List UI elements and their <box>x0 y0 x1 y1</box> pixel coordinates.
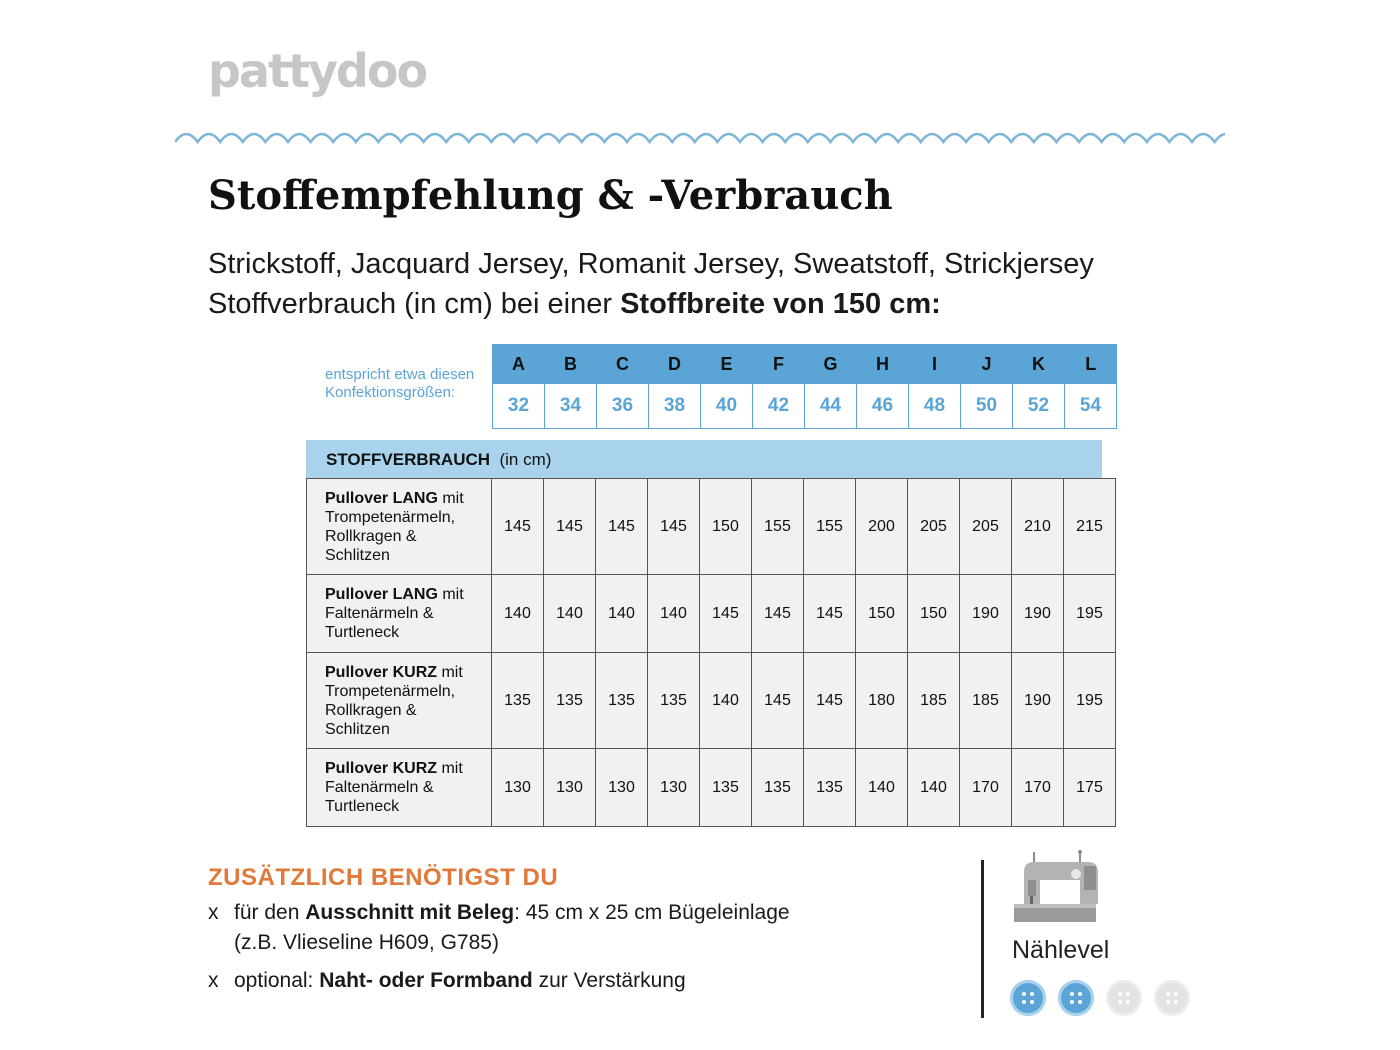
consumption-value: 145 <box>804 575 856 653</box>
garment-label <box>307 749 492 827</box>
extra-list <box>208 898 790 1004</box>
consumption-value: 210 <box>1012 479 1064 575</box>
consumption-value: 190 <box>1012 575 1064 653</box>
consumption-value: 130 <box>492 749 544 827</box>
garment-label-bold: Pullover LANG <box>325 586 438 603</box>
button-icon <box>1154 980 1190 1016</box>
extra-item-suffix: : 45 cm x 25 cm Bügeleinlage <box>514 901 790 924</box>
size-number: 54 <box>1065 384 1117 429</box>
consumption-header-unit: (in cm) <box>499 450 552 469</box>
sewing-machine-icon <box>1010 848 1102 926</box>
size-number: 38 <box>649 384 701 429</box>
consumption-value: 140 <box>596 575 648 653</box>
consumption-value: 140 <box>648 575 700 653</box>
extra-item-prefix: optional: <box>234 969 320 992</box>
consumption-value: 135 <box>700 749 752 827</box>
size-number: 52 <box>1013 384 1065 429</box>
consumption-value: 145 <box>492 479 544 575</box>
sewing-level-rating <box>1010 980 1190 1016</box>
consumption-value: 130 <box>648 749 700 827</box>
consumption-value: 140 <box>700 653 752 749</box>
consumption-value: 205 <box>908 479 960 575</box>
size-letter: I <box>909 344 961 384</box>
extra-item-bold: Ausschnitt mit Beleg <box>305 901 515 924</box>
consumption-value: 145 <box>596 479 648 575</box>
consumption-value: 205 <box>960 479 1012 575</box>
consumption-intro-prefix: Stoffverbrauch (in cm) bei einer <box>208 288 621 320</box>
size-letter: J <box>961 344 1013 384</box>
consumption-value: 155 <box>752 479 804 575</box>
consumption-value: 140 <box>492 575 544 653</box>
consumption-value: 150 <box>856 575 908 653</box>
size-number: 48 <box>909 384 961 429</box>
consumption-value: 175 <box>1064 749 1116 827</box>
table-row <box>307 749 1116 827</box>
size-note: entspricht etwa diesen Konfektionsgrößen: <box>325 366 475 401</box>
button-icon <box>1010 980 1046 1016</box>
consumption-header-title: STOFFVERBRAUCH <box>326 450 491 469</box>
consumption-value: 135 <box>544 653 596 749</box>
consumption-value: 190 <box>960 575 1012 653</box>
consumption-value: 170 <box>1012 749 1064 827</box>
consumption-value: 200 <box>856 479 908 575</box>
extra-item-prefix: für den <box>234 901 306 924</box>
consumption-value: 145 <box>544 479 596 575</box>
consumption-value: 145 <box>752 575 804 653</box>
consumption-value: 135 <box>804 749 856 827</box>
size-number: 40 <box>701 384 753 429</box>
size-number: 42 <box>753 384 805 429</box>
garment-label <box>307 653 492 749</box>
consumption-value: 150 <box>700 479 752 575</box>
size-number: 32 <box>493 384 545 429</box>
consumption-value: 135 <box>596 653 648 749</box>
extra-item-bold: Naht- oder Formband <box>319 969 533 992</box>
size-number: 36 <box>597 384 649 429</box>
fabric-recommendation: Strickstoff, Jacquard Jersey, Romanit Jersey, Sweatstoff, Strickjersey <box>208 248 1094 280</box>
consumption-value: 140 <box>856 749 908 827</box>
consumption-value: 140 <box>544 575 596 653</box>
size-letter: H <box>857 344 909 384</box>
consumption-value: 135 <box>492 653 544 749</box>
garment-label-rest: mit Faltenärmeln & Turtleneck <box>325 760 463 815</box>
consumption-value: 145 <box>648 479 700 575</box>
garment-label-bold: Pullover LANG <box>325 489 438 507</box>
button-icon <box>1058 980 1094 1016</box>
extra-item-tape <box>208 966 790 996</box>
consumption-value: 145 <box>804 653 856 749</box>
size-number: 44 <box>805 384 857 429</box>
intro-block <box>208 244 1094 324</box>
consumption-table <box>306 478 1116 827</box>
size-numbers-row <box>493 384 1117 429</box>
consumption-value: 130 <box>544 749 596 827</box>
vertical-divider <box>981 860 984 1018</box>
table-row <box>307 575 1116 653</box>
bullet: x <box>208 901 219 924</box>
consumption-value: 145 <box>752 653 804 749</box>
size-letter: A <box>493 344 545 384</box>
consumption-intro <box>208 284 1094 324</box>
consumption-value: 195 <box>1064 653 1116 749</box>
garment-label <box>307 575 492 653</box>
bullet: x <box>208 969 219 992</box>
size-number: 50 <box>961 384 1013 429</box>
size-letter: B <box>545 344 597 384</box>
wave-divider <box>175 124 1225 148</box>
button-icon <box>1106 980 1142 1016</box>
garment-label <box>307 479 492 575</box>
consumption-value: 215 <box>1064 479 1116 575</box>
size-letter: D <box>649 344 701 384</box>
logo-text: pattydoo <box>208 44 427 98</box>
consumption-value: 135 <box>752 749 804 827</box>
size-letter: L <box>1065 344 1117 384</box>
fabric-width: Stoffbreite von 150 cm: <box>620 288 941 320</box>
consumption-header <box>306 440 1102 478</box>
consumption-value: 190 <box>1012 653 1064 749</box>
consumption-value: 145 <box>700 575 752 653</box>
consumption-value: 155 <box>804 479 856 575</box>
extra-item-suffix: zur Verstärkung <box>532 969 686 992</box>
table-row <box>307 653 1116 749</box>
size-letter: G <box>805 344 857 384</box>
garment-label-bold: Pullover KURZ <box>325 760 438 777</box>
size-letter: K <box>1013 344 1065 384</box>
garment-label-rest: mit Trompetenärmeln, Rollkragen & Schlitzen <box>325 663 463 738</box>
consumption-value: 185 <box>960 653 1012 749</box>
garment-label-rest: mit Faltenärmeln & Turtleneck <box>325 586 464 641</box>
sewing-level-label: Nählevel <box>1012 936 1110 964</box>
size-letter: F <box>753 344 805 384</box>
page-title: Stoffempfehlung & -Verbrauch <box>208 172 893 219</box>
consumption-value: 180 <box>856 653 908 749</box>
consumption-value: 135 <box>648 653 700 749</box>
consumption-value: 170 <box>960 749 1012 827</box>
garment-label-rest: mit Trompetenärmeln, Rollkragen & Schlitzen <box>325 489 464 564</box>
garment-label-bold: Pullover KURZ <box>325 663 438 681</box>
consumption-value: 130 <box>596 749 648 827</box>
size-table <box>492 344 1117 429</box>
extra-item-sub: (z.B. Vlieseline H609, G785) <box>234 931 499 954</box>
consumption-value: 195 <box>1064 575 1116 653</box>
consumption-value: 140 <box>908 749 960 827</box>
extra-title: ZUSÄTZLICH BENÖTIGST DU <box>208 864 559 891</box>
size-number: 46 <box>857 384 909 429</box>
size-letters-row <box>493 344 1117 384</box>
size-letter: C <box>597 344 649 384</box>
consumption-value: 150 <box>908 575 960 653</box>
size-number: 34 <box>545 384 597 429</box>
consumption-value: 185 <box>908 653 960 749</box>
table-row <box>307 479 1116 575</box>
size-letter: E <box>701 344 753 384</box>
extra-item-facing <box>208 898 790 958</box>
pattydoo-logo <box>208 40 427 106</box>
